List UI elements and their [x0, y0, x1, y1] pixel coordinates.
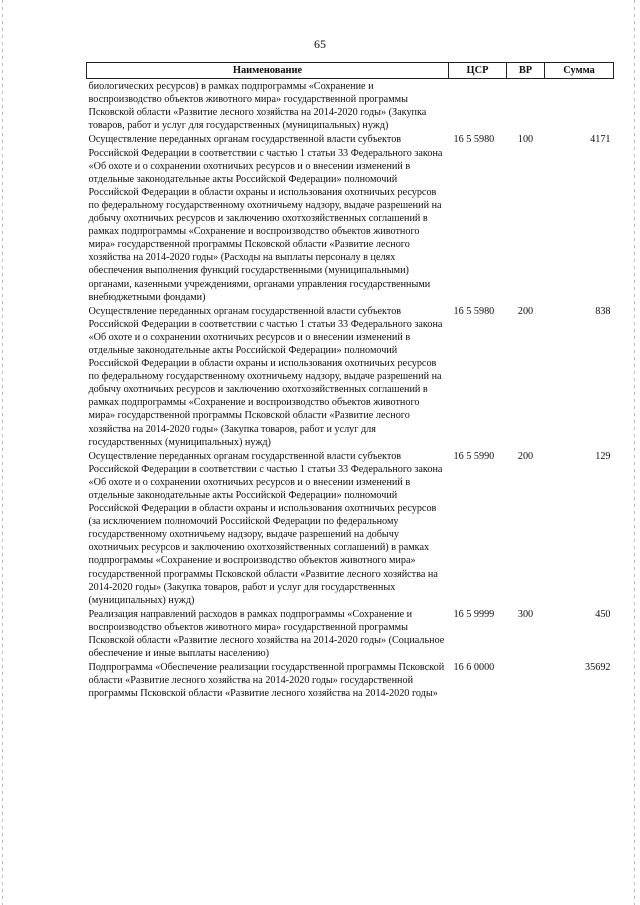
row-vr: 200: [517, 450, 534, 462]
row-name: Осуществление переданных органам государственной власти субъектов Российской Федерации в соответствии с частью 1 статьи 33 Федерального закона «Об охоте и о сохранении охотничьих ресурсов и о внесении изменений в отдельные законодательные акты Российской Федерации» полномочий Российской Федерации в области охраны и использования охотничьих ресурсов (за исключением полномочий Российской Федерации по федеральному государственному охотничьему надзору, выдаче разрешений на добычу охотничьих ресурсов и заключению охотхозяйственных соглашений) в рамках подпрограммы «Сохранение и воспроизводство объектов животного мира» государственной программы Псковской области «Развитие лесного хозяйства на 2014-2020 годы» (Закупка товаров, работ и услуг для государственных (муниципальных) нужд): [88, 450, 443, 606]
row-vr: 100: [517, 134, 534, 146]
row-vr: [507, 661, 545, 701]
header-name: Наименование: [87, 63, 449, 79]
row-name: Подпрограмма «Обеспечение реализации государственной программы Псковской области «Развитие лесного хозяйства на 2014-2020 годы» государственной программы Псковской области «Развитие лесного хозяйства на 2014-2020 годы»: [88, 662, 445, 700]
row-csr: [449, 79, 507, 134]
scan-edge-right: [634, 0, 635, 905]
row-sum: 35692: [585, 662, 611, 674]
row-sum: 4171: [590, 134, 611, 146]
table-row: [87, 661, 614, 701]
scan-edge-left: [2, 0, 3, 905]
row-name: биологических ресурсов) в рамках подпрограммы «Сохранение и воспроизводство объектов животного мира» государственной программы Псковской области «Развитие лесного хозяйства на 2014-2020 годы» (Закупка товаров, работ и услуг для государственных (муниципальных) нужд): [88, 81, 427, 132]
row-name: Осуществление переданных органам государственной власти субъектов Российской Федерации в соответствии с частью 1 статьи 33 Федерального закона «Об охоте и о сохранении охотничьих ресурсов и о внесении изменений в отдельные законодательные акты Российской Федерации» полномочий Российской Федерации в области охраны и использования охотничьих ресурсов по федеральному государственному охотничьему надзору, выдаче разрешений на добычу охотничьих ресурсов и заключению охотхозяйственных соглашений в рамках подпрограммы «Сохранение и воспроизводство объектов животного мира» государственной программы Псковской области «Развитие лесного хозяйства на 2014-2020 годы» (Закупка товаров, работ и услуг для государственных (муниципальных) нужд): [88, 305, 443, 448]
row-csr: 16 5 5980: [453, 305, 495, 317]
row-vr: [507, 79, 545, 134]
page-number: 65: [314, 37, 326, 51]
row-csr: 16 5 9999: [453, 608, 495, 620]
row-csr: 16 5 5990: [453, 450, 495, 462]
table-row: [87, 133, 614, 304]
row-vr: 200: [517, 305, 534, 317]
header-csr: ЦСР: [449, 63, 507, 79]
header-vr: ВР: [507, 63, 545, 79]
budget-table: [86, 62, 614, 702]
row-sum: [545, 79, 614, 134]
row-name: Осуществление переданных органам государственной власти субъектов Российской Федерации в соответствии с частью 1 статьи 33 Федерального закона «Об охоте и о сохранении охотничьих ресурсов и о внесении изменений в отдельные законодательные акты Российской Федерации» полномочий Российской Федерации в области охраны и использования охотничьих ресурсов по федеральному государственному охотничьему надзору, выдаче разрешений на добычу охотничьих ресурсов и заключению охотхозяйственных соглашений в рамках подпрограммы «Сохранение и воспроизводство объектов животного мира» государственной программы Псковской области «Развитие лесного хозяйства на 2014-2020 годы» (Расходы на выплаты персоналу в целях обеспечения выполнения функций государственными (муниципальными) органами, казенными учреждениями, органами управления государственными внебюджетными фондами): [88, 134, 443, 303]
table-row: [87, 608, 614, 661]
row-sum: 450: [595, 608, 611, 620]
table-row: [87, 79, 614, 134]
table-row: [87, 450, 614, 608]
table-header-row: [87, 63, 614, 79]
row-vr: 300: [517, 608, 534, 620]
row-name: Реализация направлений расходов в рамках подпрограммы «Сохранение и воспроизводство объектов животного мира» государственной программы Псковской области «Развитие лесного хозяйства на 2014-2020 годы» (Социальное обеспечение и иные выплаты населению): [88, 608, 445, 660]
row-csr: 16 5 5980: [453, 134, 495, 146]
header-sum: Сумма: [545, 63, 614, 79]
row-sum: 838: [595, 305, 611, 317]
table-row: [87, 305, 614, 450]
row-sum: 129: [595, 450, 611, 462]
row-csr: 16 6 0000: [453, 662, 495, 674]
